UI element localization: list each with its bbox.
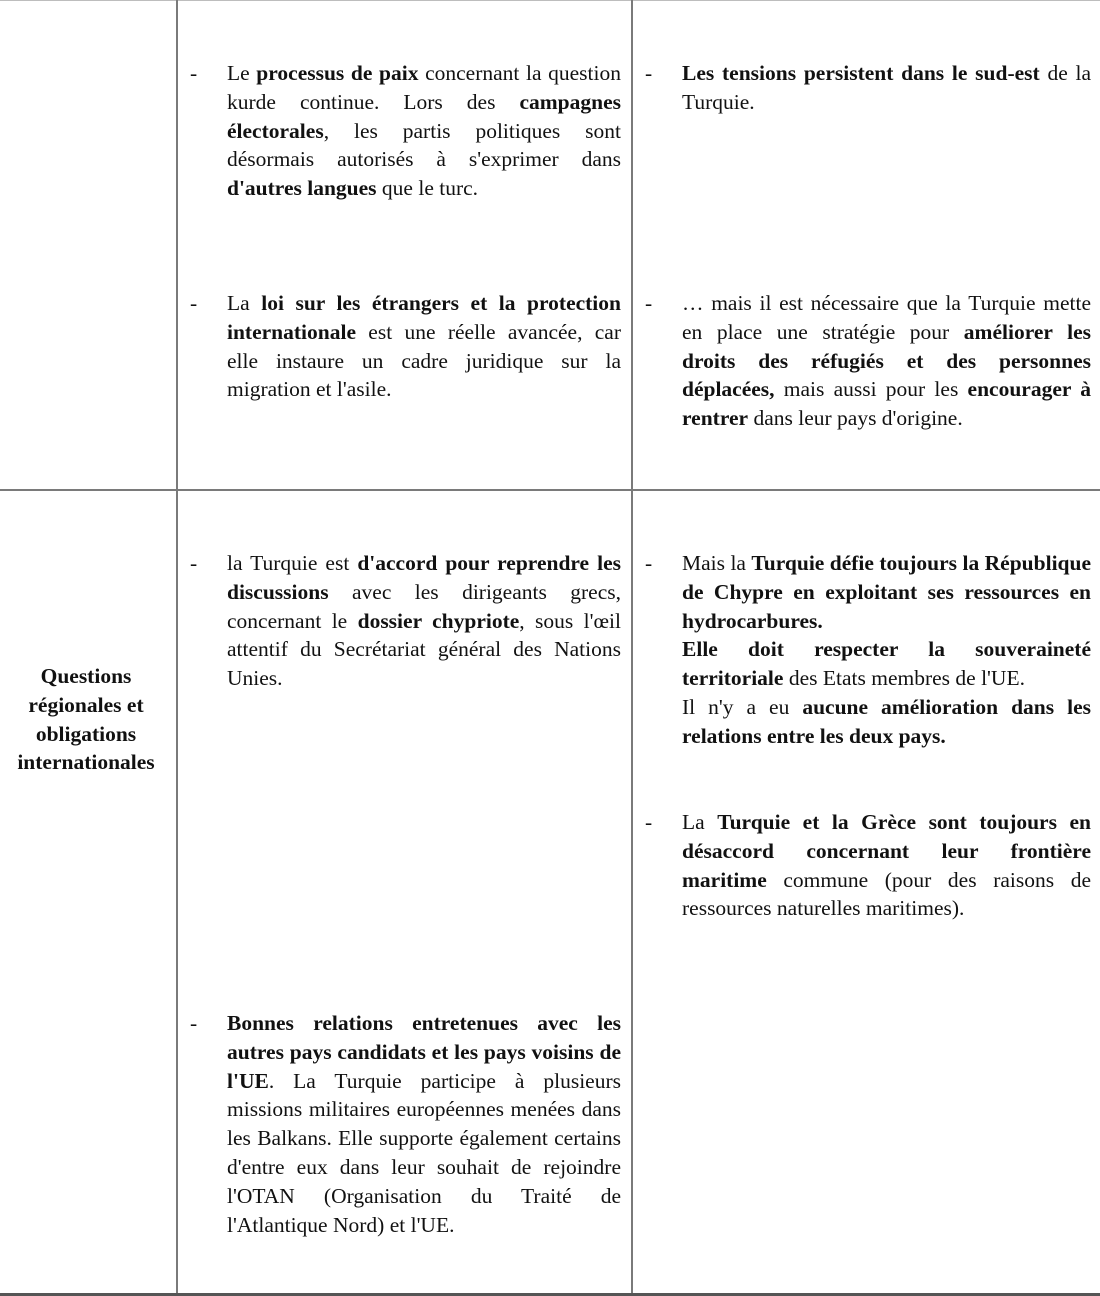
text-run: concernant la question kurde continue. Lors des — [227, 61, 621, 114]
bold-text-run: d'autres langues — [227, 176, 377, 201]
row2-col2-item-2 — [190, 1009, 621, 1239]
bullet-dash: - — [190, 1011, 198, 1035]
bold-text-run: campagnes électorales — [227, 89, 621, 143]
text-run: est une réelle avancée, car elle instaure un cadre juridique sur la migration et l'asile. — [227, 319, 621, 402]
bullet-dash: - — [645, 551, 653, 575]
column-divider-1 — [176, 0, 178, 1296]
bold-text-run: Turquie défie toujours la République de Chypre en exploitant ses ressources en hydrocarbures. — [682, 551, 1091, 633]
text-run: La — [227, 291, 262, 315]
text-run: de la Turquie. — [682, 61, 1092, 114]
bold-text-run: dossier chypriote — [357, 608, 520, 633]
text-run: Le — [227, 61, 257, 85]
text-run: , sous l'œil attentif du Secrétariat général des Nations Unies. — [227, 608, 622, 691]
row2-col3-item-1 — [645, 549, 1091, 751]
text-run: des Etats membres de l'UE. — [783, 666, 1025, 691]
column-divider-2 — [631, 0, 633, 1296]
bold-text-run: aucune amélioration dans les relations entre les deux pays. — [682, 694, 1091, 748]
bold-text-run: Les tensions persistent dans le sud-est — [682, 61, 1040, 85]
row1-col2-item-1 — [190, 59, 621, 203]
bullet-dash: - — [190, 291, 198, 315]
bullet-dash: - — [645, 61, 653, 85]
text-run: mais aussi pour les — [774, 377, 968, 402]
bold-text-run: loi sur les étrangers et la protection internationale — [227, 291, 621, 344]
row2-col2-item-1 — [190, 549, 622, 693]
row-divider — [0, 489, 1100, 491]
text-run: la Turquie est — [227, 551, 358, 575]
text-run: . La Turquie participe à plusieurs missions militaires européennes menées dans les Balkans. Elle supporte également certains d'entre eux dans leur souhait de rejoindre l'OTAN (Organisation du Traité de l'Atlantique Nord) et l'UE. — [227, 1068, 621, 1237]
bullet-dash: - — [645, 291, 653, 315]
text-run: Il n'y a eu — [682, 694, 803, 719]
bold-text-run: Bonnes relations entretenues avec les autres pays candidats et les pays voisins de l'UE — [227, 1011, 621, 1093]
row1-col3-item-1 — [645, 59, 1092, 117]
text-run: commune (pour des raisons de ressources naturelles maritimes). — [682, 867, 1091, 921]
row-heading: Questions régionales et obligations internationales — [17, 664, 155, 775]
bold-text-run: encourager à rentrer — [682, 377, 1091, 431]
text-run: , les partis politiques sont désormais autorisés à s'exprimer dans — [227, 118, 621, 172]
text-run: que le turc. — [376, 176, 479, 201]
bold-text-run: Elle doit respecter la souveraineté territoriale — [682, 637, 1091, 691]
bold-text-run: processus de paix — [256, 61, 419, 85]
bullet-dash: - — [190, 551, 198, 575]
bold-text-run: d'accord pour reprendre les discussions — [227, 551, 621, 604]
text-run: … mais il est nécessaire que la Turquie mette en place une stratégie pour — [682, 291, 1091, 344]
row2-col3-item-2 — [645, 808, 1091, 923]
row1-col3-item-2 — [645, 289, 1092, 433]
bold-text-run: améliorer les droits des réfugiés et des personnes déplacées, — [682, 319, 1092, 402]
bullet-dash: - — [645, 810, 653, 834]
bold-text-run: Turquie et la Grèce sont toujours en désaccord concernant leur frontière maritime — [682, 810, 1091, 892]
text-run: Mais la — [682, 551, 752, 575]
text-run: dans leur pays d'origine. — [748, 406, 963, 431]
text-run: La — [682, 810, 718, 834]
text-run: avec les dirigeants grecs, concernant le — [227, 579, 621, 633]
row1-col2-item-2 — [190, 289, 621, 404]
table-top-border — [0, 0, 1100, 1]
bullet-dash: - — [190, 61, 198, 85]
